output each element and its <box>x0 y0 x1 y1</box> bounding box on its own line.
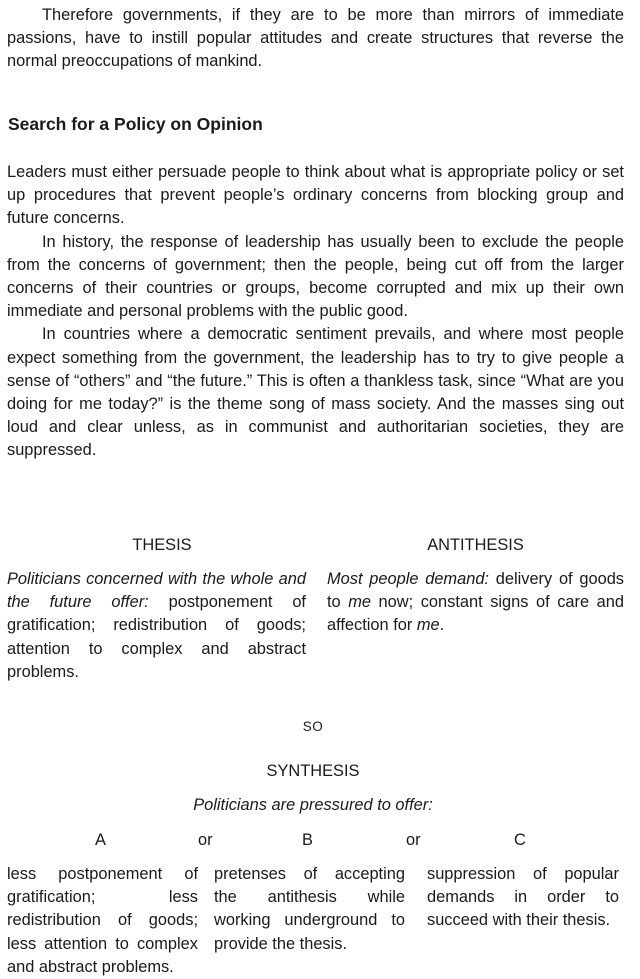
antithesis-lead: Most people demand: <box>327 570 489 588</box>
thesis-text <box>7 568 306 684</box>
intro-paragraph: Therefore governments, if they are to be more than mirrors of immediate passions, have to instill popular attitudes and create structures that reverse the normal preoccupations of mankind. <box>7 6 624 71</box>
section-heading: Search for a Policy on Opinion <box>8 114 263 134</box>
synthesis-lead-text: Politicians are pressured to offer: <box>193 796 433 814</box>
section-body <box>7 161 624 463</box>
synthesis-label: SYNTHESIS <box>266 762 360 780</box>
thesis-label: THESIS <box>132 536 192 554</box>
section-paragraph-3: In countries where a democratic sentiment prevails, and where most people expect something from the government, the leadership has to try to give people a sense of “others” and “the future.” This is often a thankless task, since “What are you doing for me today?” is the theme song of mass society. And the masses sing out loud and clear unless, as in communist and authoritarian societies, they are suppressed. <box>7 325 624 460</box>
option-a-letter: A <box>95 831 106 849</box>
thesis-lead: Politicians concerned with the whole and the future offer: <box>7 570 306 612</box>
antithesis-label: ANTITHESIS <box>427 536 524 554</box>
option-b-text: pretenses of accepting the antithesis while working underground to provide the thesis. <box>214 865 405 953</box>
option-c-letter: C <box>514 831 526 849</box>
option-a-text: less postponement of gratification; less redistribution of goods; less attention to complex and abstract problems. <box>7 865 198 976</box>
antithesis-body-2: now; constant signs of care and affection for <box>327 593 624 635</box>
antithesis-body-3: . <box>439 616 445 635</box>
antithesis-text <box>327 568 624 638</box>
or-label-2: or <box>406 831 421 849</box>
section-paragraph-2: In history, the response of leadership has usually been to exclude the people from the concerns of government; then the people, being cut off from the larger concerns of their countries or groups, become corrupted and mix up their own immediate and personal problems with the public good. <box>7 232 624 321</box>
antithesis-me-1: me <box>348 593 371 612</box>
option-c-text: suppression of popular demands in order to succeed with their thesis. <box>427 865 619 930</box>
or-label-1: or <box>198 831 213 849</box>
antithesis-me-2: me <box>416 616 440 635</box>
antithesis-body-1: delivery of goods to <box>327 570 625 612</box>
option-b-letter: B <box>302 831 313 849</box>
so-label: SO <box>302 719 324 734</box>
section-paragraph-1: Leaders must either persuade people to think about what is appropriate policy or set up procedures that prevent people’s ordinary concerns from blocking group and future concerns. <box>7 163 624 228</box>
thesis-body: postponement of gratification; redistribution of goods; attention to complex and abstract problems. <box>7 593 306 681</box>
synthesis-lead <box>0 794 626 817</box>
intro-paragraph-block <box>7 4 624 74</box>
